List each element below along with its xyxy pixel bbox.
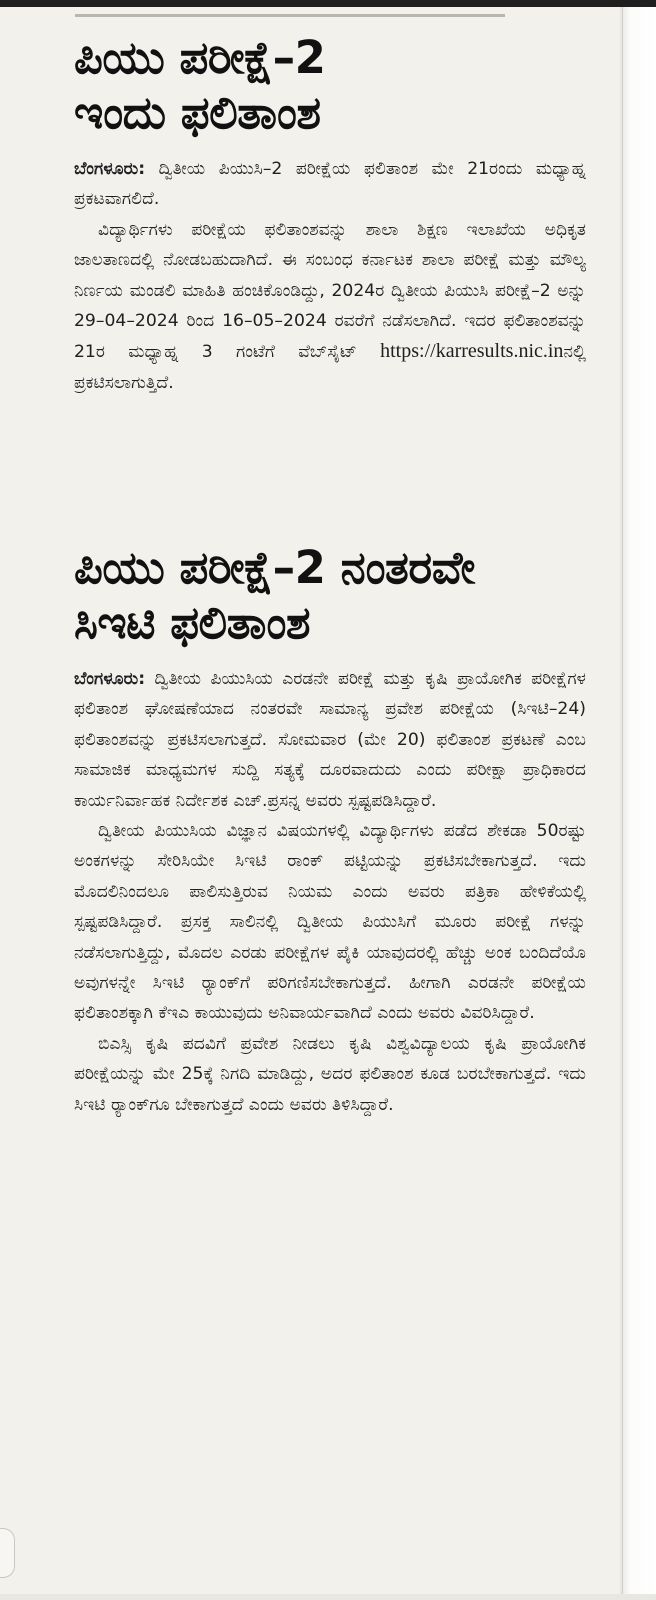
paragraph-text: ದ್ವಿತೀಯ ಪಿಯುಸಿಯ ಎರಡನೇ ಪರೀಕ್ಷೆ ಮತ್ತು ಕೃಷಿ ಪ್ರಾಯೋಗಿಕ ಪರೀಕ್ಷೆಗಳ ಫಲಿತಾಂಶ ಘೋಷಣೆಯಾದ ನಂತರವೇ ಸಾಮಾನ್ಯ ಪ್ರವೇಶ ಪರೀಕ್ಷೆಯ (ಸಿಇಟಿ–24) ಫಲಿತಾಂಶವನ್ನು ಪ್ರಕಟಿಸಲಾಗುತ್ತದೆ. ಸೋಮವಾರ (ಮೇ 20) ಫಲಿತಾಂಶ ಪ್ರಕಟಣೆ ಎಂಬ ಸಾಮಾಜಿಕ ಮಾಧ್ಯಮಗಳ ಸುದ್ದಿ ಸತ್ಯಕ್ಕೆ ದೂರವಾದುದು ಎಂದು ಪರೀಕ್ಷಾ ಪ್ರಾಧಿಕಾರದ ಕಾರ್ಯನಿರ್ವಾಹಕ ನಿರ್ದೇಶಕ ಎಚ್.ಪ್ರಸನ್ನ ಅವರು ಸ್ಪಷ್ಟಪಡಿಸಿದ್ದಾರೆ. bbox=[74, 669, 586, 811]
paragraph-text: ವಿದ್ಯಾರ್ಥಿಗಳು ಪರೀಕ್ಷೆಯ ಫಲಿತಾಂಶವನ್ನು ಶಾಲಾ ಶಿಕ್ಷಣ ಇಲಾಖೆಯ ಅಧಿಕೃತ ಜಾಲತಾಣದಲ್ಲಿ ನೋಡಬಹುದಾಗಿದೆ. ಈ ಸಂಬಂಧ ಕರ್ನಾಟಕ ಶಾಲಾ ಪರೀಕ್ಷೆ ಮತ್ತು ಮೌಲ್ಯ ನಿರ್ಣಯ ಮಂಡಲಿ ಮಾಹಿತಿ ಹಂಚಿಕೊಂಡಿದ್ದು, 2024ರ ದ್ವಿತೀಯ ಪಿಯುಸಿ ಪರೀಕ್ಷೆ–2 ಅನ್ನು 29–04–2024 ರಿಂದ 16–05–2024 ರವರೆಗೆ ನಡೆಸಲಾಗಿದೆ. ಇದರ ಫಲಿತಾಂಶವನ್ನು 21ರ ಮಧ್ಯಾಹ್ನ 3 ಗಂಟೆಗೆ ವೆಬ್‌ಸೈಟ್ bbox=[74, 219, 586, 363]
article-2 bbox=[74, 540, 586, 1120]
article-paragraph bbox=[74, 215, 586, 398]
dateline: ಬೆಂಗಳೂರು: bbox=[74, 159, 146, 179]
page-edge-line bbox=[622, 7, 623, 1600]
headline-line: ಸಿಇಟಿ ಫಲಿತಾಂಶ bbox=[74, 596, 311, 649]
top-rule bbox=[75, 14, 505, 17]
paragraph-text: ನಲ್ಲಿ ಪ್ರಕಟಿಸಲಾಗುತ್ತಿದೆ. bbox=[74, 342, 586, 393]
top-bar bbox=[0, 0, 656, 7]
article-paragraph bbox=[74, 154, 586, 215]
page-edge bbox=[620, 7, 656, 1600]
dateline: ಬೆಂಗಳೂರು: bbox=[74, 669, 146, 689]
article-paragraph: ದ್ವಿತೀಯ ಪಿಯುಸಿಯ ವಿಜ್ಞಾನ ವಿಷಯಗಳಲ್ಲಿ ವಿದ್ಯಾರ್ಥಿಗಳು ಪಡೆದ ಶೇಕಡಾ 50ರಷ್ಟು ಅಂಕಗಳನ್ನು ಸೇರಿಸಿಯೇ ಸಿಇಟಿ ರಾಂಕ್ ಪಟ್ಟಿಯನ್ನು ಪ್ರಕಟಿಸಬೇಕಾಗುತ್ತದೆ. ಇದು ಮೊದಲಿನಿಂದಲೂ ಪಾಲಿಸುತ್ತಿರುವ ನಿಯಮ ಎಂದು ಅವರು ಪತ್ರಿಕಾ ಹೇಳಿಕೆಯಲ್ಲಿ ಸ್ಪಷ್ಟಪಡಿಸಿದ್ದಾರೆ. ಪ್ರಸಕ್ತ ಸಾಲಿನಲ್ಲಿ ದ್ವಿತೀಯ ಪಿಯುಸಿಗೆ ಮೂರು ಪರೀಕ್ಷೆ ಗಳನ್ನು ನಡೆಸಲಾಗುತ್ತಿದ್ದು, ಮೊದಲ ಎರಡು ಪರೀಕ್ಷೆಗಳ ಪೈಕಿ ಯಾವುದರಲ್ಲಿ ಹೆಚ್ಚು ಅಂಕ ಬಂದಿದೆಯೊ ಅವುಗಳನ್ನೇ ಸಿಇಟಿ ರ‍್ಯಾಂಕ್‌ಗೆ ಪರಿಗಣಿಸಬೇಕಾಗುತ್ತದೆ. ಹೀಗಾಗಿ ಎರಡನೇ ಪರೀಕ್ಷೆಯ ಫಲಿತಾಂಶಕ್ಕಾಗಿ ಕೆಇಎ ಕಾಯುವುದು ಅನಿವಾರ್ಯವಾಗಿದೆ ಎಂದು ಅವರು ವಿವರಿಸಿದ್ದಾರೆ. bbox=[74, 821, 586, 1024]
results-url: https://karresults.nic.in bbox=[380, 340, 564, 363]
article-1-body bbox=[74, 154, 586, 398]
article-1 bbox=[74, 30, 586, 398]
article-1-headline bbox=[74, 30, 586, 140]
headline-line: ಪಿಯು ಪರೀಕ್ಷೆ–2 bbox=[74, 31, 326, 84]
page-corner-mark bbox=[0, 1528, 15, 1578]
headline-line: ಇಂದು ಫಲಿತಾಂಶ bbox=[74, 86, 321, 139]
article-2-body bbox=[74, 664, 586, 1120]
bottom-bar bbox=[0, 1594, 656, 1600]
headline-line: ಪಿಯು ಪರೀಕ್ಷೆ–2 ನಂತರವೇ bbox=[74, 541, 475, 594]
paragraph-text: ದ್ವಿತೀಯ ಪಿಯುಸಿ–2 ಪರೀಕ್ಷೆಯ ಫಲಿತಾಂಶ ಮೇ 21ರಂದು ಮಧ್ಯಾಹ್ನ ಪ್ರಕಟವಾಗಲಿದೆ. bbox=[74, 159, 586, 210]
article-paragraph: ಬಿಎಸ್ಸಿ ಕೃಷಿ ಪದವಿಗೆ ಪ್ರವೇಶ ನೀಡಲು ಕೃಷಿ ವಿಶ್ವವಿದ್ಯಾಲಯ ಕೃಷಿ ಪ್ರಾಯೋಗಿಕ ಪರೀಕ್ಷೆಯನ್ನು ಮೇ 25ಕ್ಕೆ ನಿಗದಿ ಮಾಡಿದ್ದು, ಅದರ ಫಲಿತಾಂಶ ಕೂಡ ಬರಬೇಕಾಗುತ್ತದೆ. ಇದು ಸಿಇಟಿ ರ‍್ಯಾಂಕ್‌ಗೂ ಬೇಕಾಗುತ್ತದೆ ಎಂದು ಅವರು ತಿಳಿಸಿದ್ದಾರೆ. bbox=[74, 1033, 586, 1115]
article-2-headline bbox=[74, 540, 586, 650]
article-paragraph bbox=[74, 664, 586, 816]
